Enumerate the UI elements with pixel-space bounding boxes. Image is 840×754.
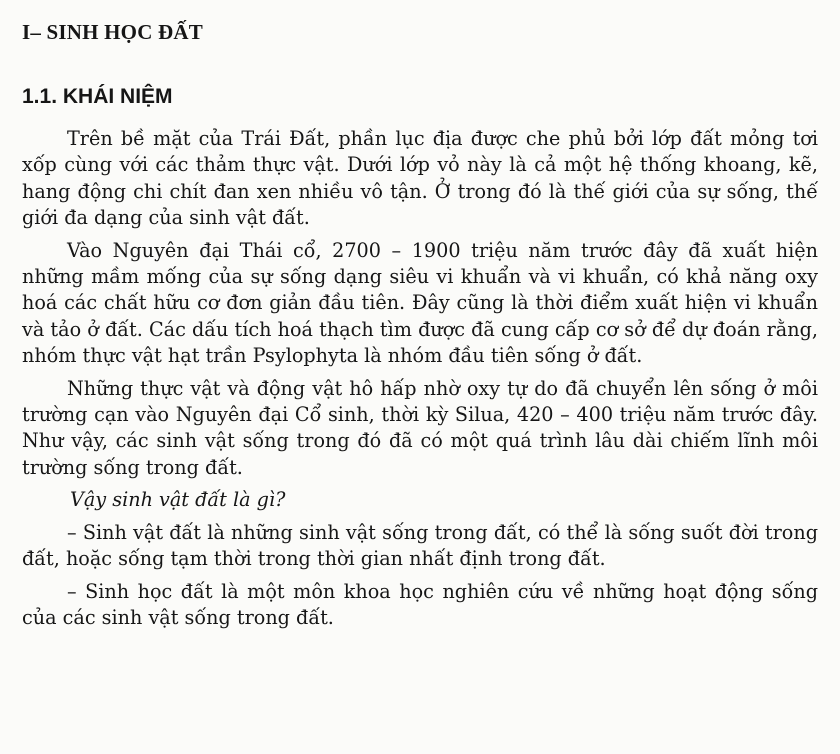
paragraph-1: Trên bề mặt của Trái Đất, phần lục địa được che phủ bởi lớp đất mỏng tơi xốp cùng với các thảm thực vật. Dưới lớp vỏ này là cả một hệ thống khoang, kẽ, hang động chi chít đan xen nhiều vô tận. Ở trong đó là thế giới của sự sống, thế giới đa dạng của sinh vật đất.: [22, 127, 818, 230]
body-text: [22, 126, 818, 631]
paragraph-2: Vào Nguyên đại Thái cổ, 2700 – 1900 triệu năm trước đây đã xuất hiện những mầm mống của sự sống dạng siêu vi khuẩn và vi khuẩn, có khả năng oxy hoá các chất hữu cơ đơn giản đầu tiên. Đây cũng là thời điểm xuất hiện vi khuẩn và tảo ở đất. Các dấu tích hoá thạch tìm được đã cung cấp cơ sở để dự đoán rằng, nhóm thực vật hạt trần Psylophyta là nhóm đầu tiên sống ở đất.: [22, 238, 818, 368]
section-heading: I– SINH HỌC ĐẤT: [22, 20, 203, 44]
paragraph-3: Những thực vật và động vật hô hấp nhờ oxy tự do đã chuyển lên sống ở môi trường cạn vào Nguyên đại Cổ sinh, thời kỳ Silua, 420 – 400 triệu năm trước đây. Như vậy, các sinh vật sống trong đó đã có một quá trình lâu dài chiếm lĩnh môi trường sống trong đất.: [22, 376, 818, 479]
subsection-heading: 1.1. KHÁI NIỆM: [22, 85, 173, 108]
definition-1: – Sinh vật đất là những sinh vật sống trong đất, có thể là sống suốt đời trong đất, hoặc sống tạm thời trong thời gian nhất định trong đất.: [22, 520, 818, 571]
question-line: Vậy sinh vật đất là gì?: [70, 488, 286, 512]
document-page: [22, 0, 822, 754]
definition-2: – Sinh học đất là một môn khoa học nghiên cứu về những hoạt động sống của các sinh vật sống trong đất.: [22, 579, 818, 629]
